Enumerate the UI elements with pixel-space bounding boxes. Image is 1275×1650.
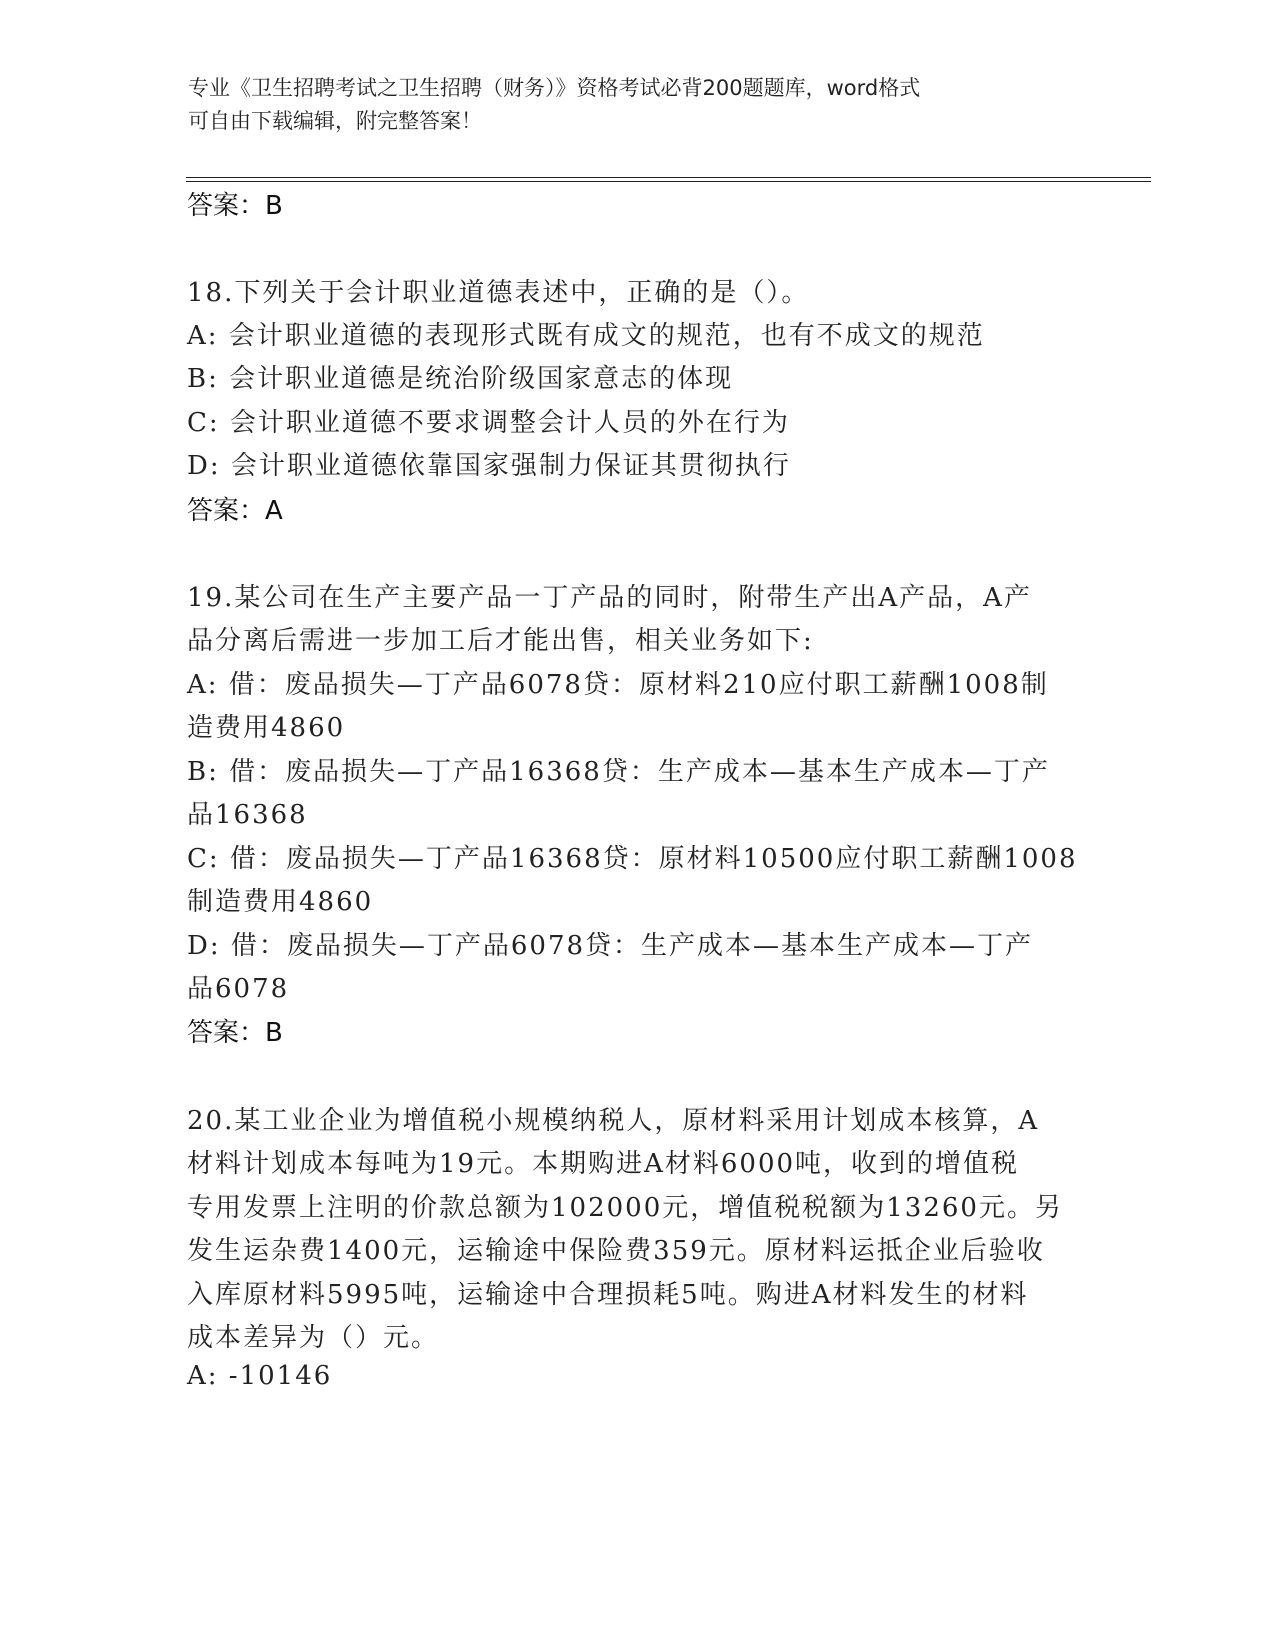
q19-option-c-line-2: 制造费用4860 <box>187 887 374 917</box>
q20-stem-line-3: 专用发票上注明的价款总额为102000元，增值税税额为13260元。另 <box>187 1193 1063 1223</box>
q18-answer: 答案：A <box>187 496 283 526</box>
q19-option-b-line-1: B: 借：废品损失—丁产品16368贷：生产成本—基本生产成本—丁产 <box>187 757 1050 787</box>
q20-stem-line-4: 发生运杂费1400元，运输途中保险费359元。原材料运抵企业后验收 <box>187 1236 1045 1266</box>
q18-option-a: A: 会计职业道德的表现形式既有成文的规范，也有不成文的规范 <box>187 321 985 351</box>
q19-stem-line-2: 品分离后需进一步加工后才能出售，相关业务如下: <box>187 626 814 656</box>
q18-option-d: D: 会计职业道德依靠国家强制力保证其贯彻执行 <box>187 451 791 481</box>
q20-stem-line-6: 成本差异为（）元。 <box>187 1323 440 1353</box>
q19-option-a-line-2: 造费用4860 <box>187 713 346 743</box>
q19-stem-line-1: 19.某公司在生产主要产品一丁产品的同时，附带生产出A产品，A产 <box>187 583 1032 613</box>
document-header <box>188 72 1068 138</box>
q19-option-d-line-1: D: 借：废品损失—丁产品6078贷：生产成本—基本生产成本—丁产 <box>187 931 1034 961</box>
header-line-2: 可自由下载编辑，附完整答案！ <box>188 109 482 133</box>
q20-stem-line-1: 20.某工业企业为增值税小规模纳税人，原材料采用计划成本核算，A <box>187 1106 1040 1136</box>
q20-stem-line-2: 材料计划成本每吨为19元。本期购进A材料6000吨，收到的增值税 <box>187 1149 1020 1179</box>
header-line-1: 专业《卫生招聘考试之卫生招聘（财务）》资格考试必背200题题库，word格式 <box>188 76 921 100</box>
q19-option-a-line-1: A: 借：废品损失—丁产品6078贷：原材料210应付职工薪酬1008制 <box>187 670 1049 700</box>
q18-option-c: C: 会计职业道德不要求调整会计人员的外在行为 <box>187 408 790 438</box>
q20-stem-line-5: 入库原材料5995吨，运输途中合理损耗5吨。购进A材料发生的材料 <box>187 1280 1029 1310</box>
q20-option-a: A: -10146 <box>187 1361 333 1391</box>
q19-answer: 答案：B <box>187 1018 283 1048</box>
q18-option-b: B: 会计职业道德是统治阶级国家意志的体现 <box>187 364 734 394</box>
q19-option-b-line-2: 品16368 <box>187 800 308 830</box>
q18-stem: 18.下列关于会计职业道德表述中，正确的是（）。 <box>187 278 810 308</box>
header-divider-bottom <box>186 181 1151 182</box>
q19-option-c-line-1: C: 借：废品损失—丁产品16368贷：原材料10500应付职工薪酬1008 <box>187 844 1078 874</box>
answer-previous: 答案：B <box>187 191 283 221</box>
q19-option-d-line-2: 品6078 <box>187 974 290 1004</box>
header-divider-top <box>186 177 1151 178</box>
